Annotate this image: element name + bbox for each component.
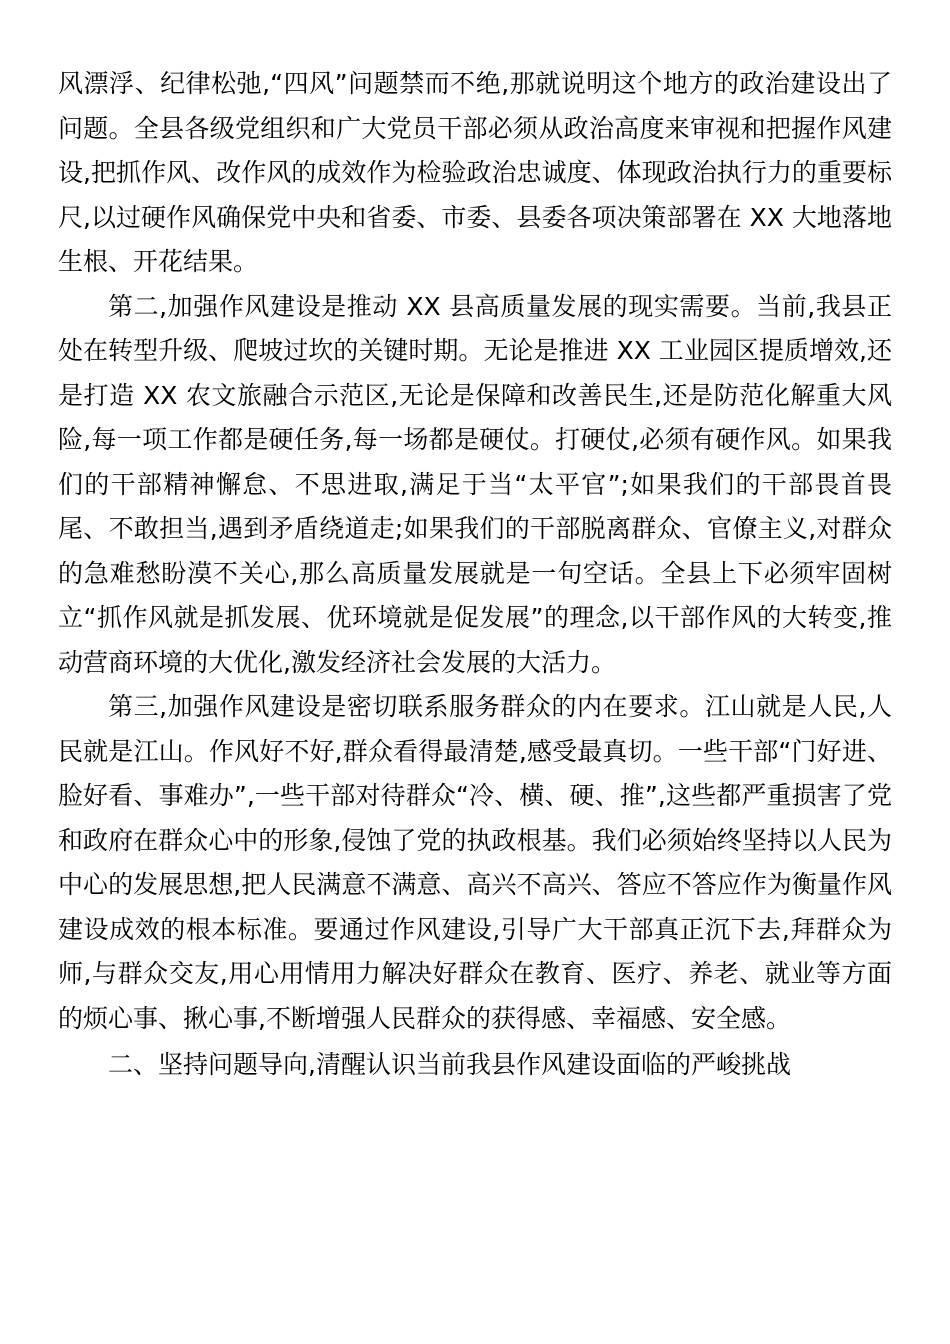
paragraph-third-point: 第三,加强作风建设是密切联系服务群众的内在要求。江山就是人民,人民就是江山。作风好不好,群众看得最清楚,感受最真切。一些干部“门好进、脸好看、事难办”,一些干部对待群众“冷、横、硬、推”,这些都严重损害了党和政府在群众心中的形象,侵蚀了党的执政根基。我们必须始终坚持以人民为中心的发展思想,把人民满意不满意、高兴不高兴、答应不答应作为衡量作风建设成效的根本标准。要通过作风建设,引导广大干部真正沉下去,拜群众为师,与群众交友,用心用情用力解决好群众在教育、医疗、养老、就业等方面的烦心事、揪心事,不断增强人民群众的获得感、幸福感、安全感。	[58, 692, 892, 1033]
document-page	[58, 62, 892, 1088]
paragraph-continuation: 风漂浮、纪律松弛,“四风”问题禁而不绝,那就说明这个地方的政治建设出了问题。全县各级党组织和广大党员干部必须从政治高度来审视和把握作风建设,把抓作风、改作风的成效作为检验政治忠诚度、体现政治执行力的重要标尺,以过硬作风确保党中央和省委、市委、县委各项决策部署在 XX 大地落地生根、开花结果。	[58, 69, 892, 276]
section-heading: 二、坚持问题导向,清醒认识当前我县作风建设面临的严峻挑战	[108, 1050, 791, 1079]
paragraph-second-point: 第二,加强作风建设是推动 XX 县高质量发展的现实需要。当前,我县正处在转型升级、爬坡过坎的关键时期。无论是推进 XX 工业园区提质增效,还是打造 XX 农文旅融合示范区,无论是保障和改善民生,还是防范化解重大风险,每一项工作都是硬任务,每一场都是硬仗。打硬仗,必须有硬作风。如果我们的干部精神懈怠、不思进取,满足于当“太平官”;如果我们的干部畏首畏尾、不敢担当,遇到矛盾绕道走;如果我们的干部脱离群众、官僚主义,对群众的急难愁盼漠不关心,那么高质量发展就是一句空话。全县上下必须牢固树立“抓作风就是抓发展、优环境就是促发展”的理念,以干部作风的大转变,推动营商环境的大优化,激发经济社会发展的大活力。	[58, 291, 892, 677]
